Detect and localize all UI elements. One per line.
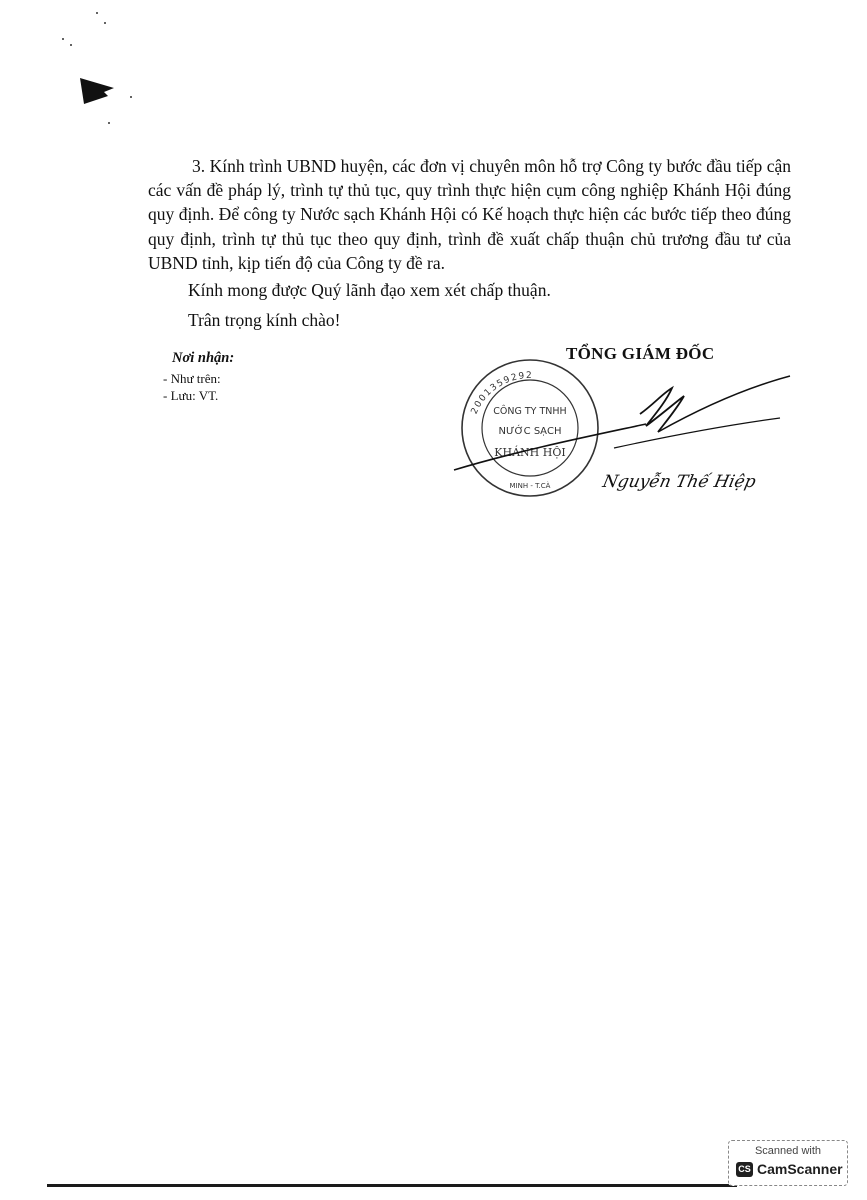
position-title: TỔNG GIÁM ĐỐC bbox=[566, 344, 715, 363]
recipients-title: Nơi nhận: bbox=[172, 350, 235, 366]
page-bottom-rule bbox=[47, 1184, 737, 1187]
body-paragraph: 3. Kính trình UBND huyện, các đơn vị chuyên môn hỗ trợ Công ty bước đầu tiếp cận các vấn đề pháp lý, trình tự thủ tục, quy trình thực hiện cụm công nghiệp Khánh Hội đúng quy định. Để công ty Nước sạch Khánh Hội có Kế hoạch thực hiện các bước tiếp theo đúng quy định, trình tự thủ tục theo quy định, trình đề xuất chấp thuận chủ trương đầu tư của UBND tỉnh, kịp tiến độ của Công ty đề ra. bbox=[148, 156, 791, 273]
camscanner-name: CamScanner bbox=[757, 1161, 843, 1177]
camscanner-logo-icon: CS bbox=[736, 1162, 753, 1177]
handwritten-signature bbox=[440, 368, 800, 478]
scan-speck bbox=[70, 44, 72, 46]
recipient-item: - Như trên: bbox=[163, 371, 221, 386]
closing-line: Trân trọng kính chào! bbox=[188, 310, 341, 330]
svg-text:NƯỚC SẠCH: NƯỚC SẠCH bbox=[498, 426, 562, 437]
camscanner-badge bbox=[728, 1140, 848, 1186]
scan-speck bbox=[96, 12, 98, 14]
scan-speck bbox=[130, 96, 132, 98]
recipient-item: - Lưu: VT. bbox=[163, 388, 219, 403]
request-line: Kính mong được Quý lãnh đạo xem xét chấp thuận. bbox=[188, 280, 551, 300]
scan-speck bbox=[108, 122, 110, 124]
scan-speck bbox=[104, 22, 106, 24]
punch-hole-mark bbox=[78, 74, 118, 106]
svg-text:KHÁNH HỘI: KHÁNH HỘI bbox=[494, 446, 566, 459]
scanned-with-label: Scanned with bbox=[754, 1145, 822, 1157]
scan-speck bbox=[62, 38, 64, 40]
svg-text:MINH - T.CÀ: MINH - T.CÀ bbox=[509, 482, 551, 490]
svg-text:2001359292: 2001359292 bbox=[469, 370, 534, 416]
svg-text:CÔNG TY TNHH: CÔNG TY TNHH bbox=[493, 406, 567, 417]
signer-name: Nguyễn Thế Hiệp bbox=[600, 472, 758, 492]
